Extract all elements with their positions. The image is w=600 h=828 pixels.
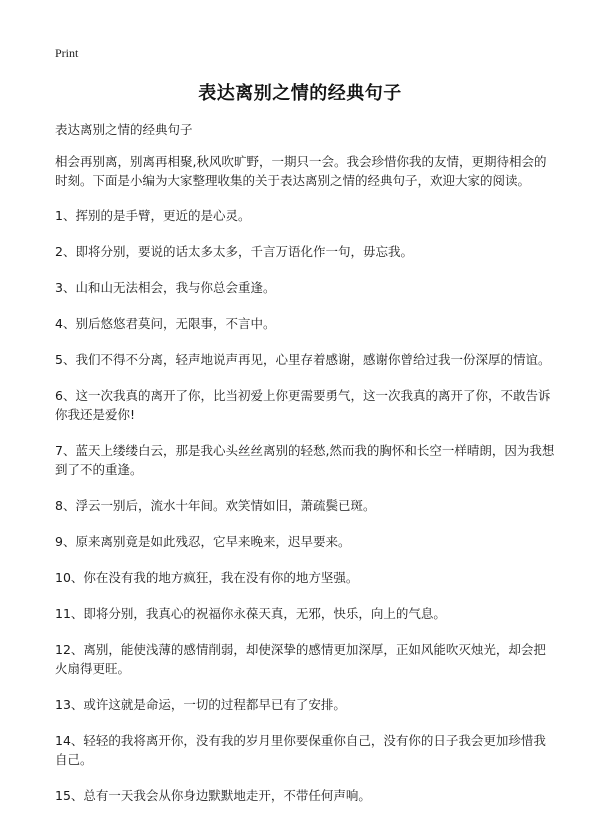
- intro-paragraph: 相会再别离，别离再相聚,秋风吹旷野，一期只一会。我会珍惜你我的友情，更期待相会的时刻。下面是小编为大家整理收集的关于表达离别之情的经典句子，欢迎大家的阅读。: [55, 154, 547, 188]
- list-item: 6、这一次我真的离开了你，比当初爱上你更需要勇气，这一次我真的离开了你，不敢告诉你我还是爱你!: [55, 388, 551, 422]
- list-item: 4、别后悠悠君莫问，无限事，不言中。: [55, 316, 276, 331]
- list-item: 14、轻轻的我将离开你，没有我的岁月里你要保重你自己，没有你的日子我会更加珍惜我自己。: [55, 733, 546, 767]
- list-item: 7、蓝天上缕缕白云，那是我心头丝丝离别的轻愁,然而我的胸怀和长空一样晴朗，因为我想到了不的重逢。: [55, 443, 555, 477]
- article-subtitle: 表达离别之情的经典句子: [55, 122, 193, 137]
- print-link[interactable]: Print: [55, 46, 79, 60]
- list-item: 10、你在没有我的地方疯狂，我在没有你的地方坚强。: [55, 570, 359, 585]
- list-item: 11、即将分别，我真心的祝福你永葆天真，无邪，快乐，向上的气息。: [55, 606, 446, 621]
- list-item: 9、原来离别竟是如此残忍，它早来晚来，迟早要来。: [55, 534, 351, 549]
- list-item: 1、挥别的是手臂，更近的是心灵。: [55, 208, 251, 223]
- list-item: 13、或许这就是命运，一切的过程都早已有了安排。: [55, 697, 346, 712]
- list-item: 3、山和山无法相会，我与你总会重逢。: [55, 280, 276, 295]
- list-item: 8、浮云一别后，流水十年间。欢笑情如旧，萧疏鬓已斑。: [55, 498, 376, 513]
- list-item: 2、即将分别，要说的话太多太多，千言万语化作一句，毋忘我。: [55, 244, 413, 259]
- page-title: 表达离别之情的经典句子: [198, 83, 402, 104]
- list-item: 15、总有一天我会从你身边默默地走开，不带任何声响。: [55, 788, 371, 803]
- article-body: [55, 152, 555, 822]
- list-item: 12、离别，能使浅薄的感情削弱，却使深挚的感情更加深厚，正如风能吹灭烛光，却会把火扇得更旺。: [55, 642, 546, 676]
- list-item: 5、我们不得不分离，轻声地说声再见，心里存着感谢，感谢你曾给过我一份深厚的情谊。: [55, 352, 551, 367]
